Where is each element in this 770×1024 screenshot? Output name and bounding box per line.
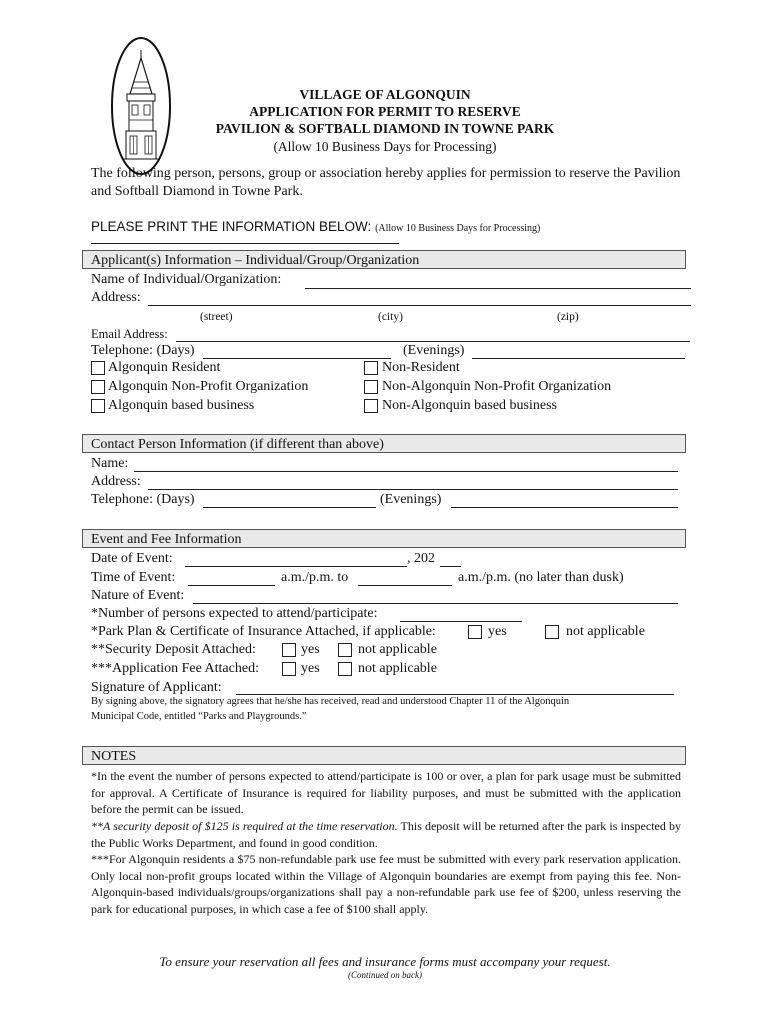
contact-tel-days-field[interactable] [203, 507, 376, 508]
contact-address-label: Address: [91, 474, 141, 489]
tel-evenings-label: (Evenings) [403, 343, 465, 358]
non-algonquin-nonprofit-checkbox[interactable] [364, 380, 378, 394]
note-fee: ***For Algonquin residents a $75 non-refundable park use fee must be submitted with every park reservation application. Only local non-profit groups located within the Village of Algonquin boundaries are exempt from paying this fee. Non-Algonquin-based individuals/groups/organizations shall pay a non-refundable park use fee of $200, unless reserving the park for educational purposes, in which case a fee of $100 shall apply. [91, 852, 681, 916]
email-label: Email Address: [91, 327, 168, 341]
fee-label: ***Application Fee Attached: [91, 661, 259, 676]
ampm-to-label: a.m./p.m. to [281, 570, 349, 585]
business-checkbox[interactable] [91, 399, 105, 413]
event-year-field[interactable] [440, 566, 461, 567]
fee-na-checkbox[interactable] [338, 662, 352, 676]
contact-section-heading: Contact Person Information (if different than above) [82, 434, 686, 453]
non-algonquin-business-label: Non-Algonquin based business [382, 398, 557, 413]
print-notice-rule [91, 243, 399, 244]
intro-paragraph: The following person, persons, group or association hereby applies for permission to reserve the Pavilion and Softball Diamond in Towne Park. [91, 166, 681, 199]
event-date-field[interactable] [185, 566, 407, 567]
sign-note-line1: By signing above, the signatory agrees that he/she has received, read and understood Chapter 11 of the Algonquin [91, 696, 570, 707]
contact-name-label: Name: [91, 456, 129, 471]
header-processing-note: (Allow 10 Business Days for Processing) [273, 139, 497, 154]
contact-name-field[interactable] [134, 471, 678, 472]
print-notice [91, 219, 540, 234]
zip-caption: (zip) [557, 311, 579, 323]
business-label: Algonquin based business [108, 398, 255, 413]
persons-label: *Number of persons expected to attend/participate: [91, 606, 378, 621]
address-label: Address: [91, 290, 141, 305]
persons-field[interactable] [400, 621, 522, 622]
deposit-yes-label: yes [301, 642, 320, 657]
park-plan-na-checkbox[interactable] [545, 625, 559, 639]
non-resident-checkbox[interactable] [364, 361, 378, 375]
org-name-label: Name of Individual/Organization: [91, 272, 282, 287]
resident-label: Algonquin Resident [108, 360, 221, 375]
ampm-dusk-label: a.m./p.m. (no later than dusk) [458, 570, 624, 585]
contact-tel-evenings-label: (Evenings) [380, 492, 442, 507]
org-name-field[interactable] [305, 288, 691, 289]
park-plan-yes-checkbox[interactable] [468, 625, 482, 639]
event-end-time-field[interactable] [358, 585, 452, 586]
deposit-na-checkbox[interactable] [338, 643, 352, 657]
deposit-yes-checkbox[interactable] [282, 643, 296, 657]
event-start-time-field[interactable] [188, 585, 275, 586]
park-plan-yes-label: yes [488, 624, 507, 639]
contact-tel-evenings-field[interactable] [451, 507, 678, 508]
event-time-label: Time of Event: [91, 570, 176, 585]
non-algonquin-business-checkbox[interactable] [364, 399, 378, 413]
deposit-label: **Security Deposit Attached: [91, 642, 256, 657]
non-resident-label: Non-Resident [382, 360, 460, 375]
header-village: VILLAGE OF ALGONQUIN [299, 87, 471, 102]
event-section-heading: Event and Fee Information [82, 529, 686, 548]
fee-yes-label: yes [301, 661, 320, 676]
email-field[interactable] [176, 341, 690, 342]
print-notice-small: (Allow 10 Business Days for Processing) [375, 223, 541, 234]
header-application: APPLICATION FOR PERMIT TO RESERVE [249, 104, 521, 119]
nonprofit-label: Algonquin Non-Profit Organization [108, 379, 309, 394]
note-deposit-rest: This deposit will be returned after the park is inspected by the Public Works Department, and found in good condition. [91, 819, 681, 850]
nonprofit-checkbox[interactable] [91, 380, 105, 394]
event-date-year: , 202 [407, 551, 435, 566]
footer-reminder: To ensure your reservation all fees and insurance forms must accompany your request. [159, 954, 611, 969]
footer-continued: (Continued on back) [348, 970, 422, 980]
note-plan: *In the event the number of persons expected to attend/participate is 100 or over, a plan for park usage must be submitted for approval. A Certificate of Insurance is required for liability purposes, and must be submitted with the application before the permit can be issued. [91, 769, 681, 816]
park-plan-label: *Park Plan & Certificate of Insurance Attached, if applicable: [91, 624, 436, 639]
signature-field[interactable] [236, 694, 674, 695]
address-field[interactable] [148, 305, 691, 306]
event-nature-field[interactable] [193, 603, 678, 604]
sign-note-line2: Municipal Code, entitled “Parks and Playgrounds.” [91, 711, 307, 722]
fee-yes-checkbox[interactable] [282, 662, 296, 676]
tel-days-label: Telephone: (Days) [91, 343, 195, 358]
non-algonquin-nonprofit-label: Non-Algonquin Non-Profit Organization [382, 379, 612, 394]
notes-section-heading: NOTES [82, 746, 686, 765]
event-date-label: Date of Event: [91, 551, 173, 566]
city-caption: (city) [378, 311, 403, 323]
signature-label: Signature of Applicant: [91, 680, 222, 695]
applicant-section-heading: Applicant(s) Information – Individual/Group/Organization [82, 250, 686, 269]
note-deposit-italic: **A security deposit of $125 is required at the time reservation. [91, 819, 398, 833]
print-notice-main: PLEASE PRINT THE INFORMATION BELOW: [91, 219, 372, 234]
street-caption: (street) [200, 311, 233, 323]
contact-address-field[interactable] [148, 489, 678, 490]
contact-tel-days-label: Telephone: (Days) [91, 492, 195, 507]
tel-days-field[interactable] [203, 358, 391, 359]
tel-evenings-field[interactable] [472, 358, 685, 359]
header-pavilion: PAVILION & SOFTBALL DIAMOND IN TOWNE PARK [215, 121, 555, 136]
fee-na-label: not applicable [358, 661, 437, 676]
resident-checkbox[interactable] [91, 361, 105, 375]
deposit-na-label: not applicable [358, 642, 437, 657]
note-deposit [91, 818, 681, 851]
event-nature-label: Nature of Event: [91, 588, 185, 603]
park-plan-na-label: not applicable [566, 624, 645, 639]
